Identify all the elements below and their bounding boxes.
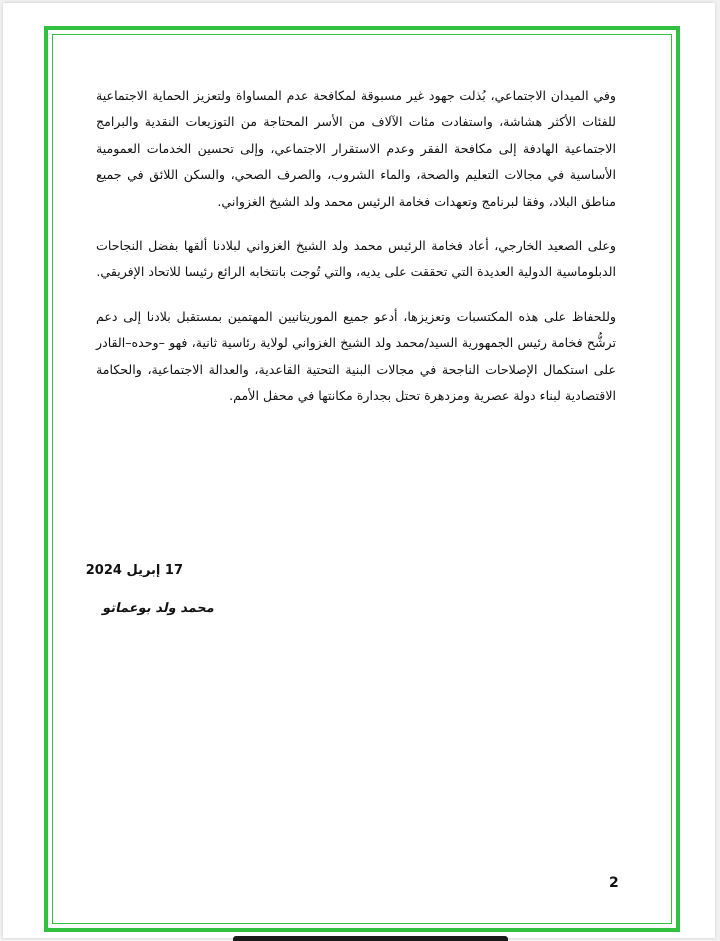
signature: محمد ولد بوعماتو <box>101 601 217 616</box>
paragraph-appeal: وللحفاظ على هذه المكتسبات وتعزيزها، أدعو جميع الموريتانيين المهتمين بمستقبل بلادنا إلى دعم ترشُّح فخامة رئيس الجمهورية السيد/محمد ولد الشيخ الغزواني لولاية رئاسية ثانية، فهو –وحده–القادر على استكمال الإصلاحات الناجحة في مجالات البنية التحتية القاعدية، والعدالة الاجتماعية، والحكامة الاقتصادية لبناء دولة عصرية ومزدهرة تحتل بجدارة مكانتها في محفل الأمم. <box>96 308 616 404</box>
scroll-indicator <box>233 936 508 941</box>
document-page <box>3 3 715 938</box>
paragraph-social: وفي الميدان الاجتماعي، بُذلت جهود غير مسبوقة لمكافحة عدم المساواة ولتعزيز الحماية الاجتماعية للفئات الأكثر هشاشة، واستفادت مئات الآلاف من الأسر المحتاجة من التوزيعات النقدية والبرامج الاجتماعية الهادفة إلى مكافحة الفقر وعدم الاستقرار الاجتماعي، وإلى تحسين الخدمات العمومية الأساسية في مجالات التعليم والصحة، والماء الشروب، والصرف الصحي، والسكن اللائق في جميع مناطق البلاد، وفقا لبرنامج وتعهدات فخامة الرئيس محمد ولد الشيخ الغزواني. <box>96 88 616 209</box>
page-number: 2 <box>609 875 619 891</box>
letter-body <box>96 83 616 427</box>
letter-date: 17 إبريل 2024 <box>85 563 183 578</box>
paragraph-foreign: وعلى الصعيد الخارجي، أعاد فخامة الرئيس محمد ولد الشيخ الغزواني لبلادنا ألقها بفضل النجاحات الدبلوماسية الدولية العديدة التي تحققت على يديه، والتي تُوجت بانتخابه الرائع رئيسا للاتحاد الإفريقي. <box>96 238 616 280</box>
